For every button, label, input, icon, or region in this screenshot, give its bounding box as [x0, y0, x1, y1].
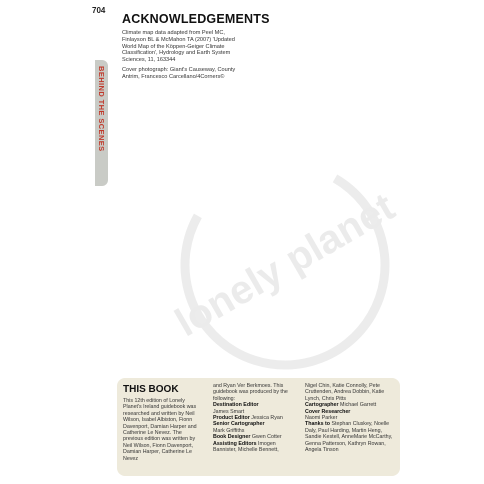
- this-book-intro-continued: and Ryan Ver Berkmoes. This guidebook was produced by the following:: [213, 383, 288, 402]
- assisting-editors-part1: Imogen Bannister, Michelle Bennett,: [213, 440, 279, 454]
- climate-map-credit: Climate map data adapted from Peel MC, Finlayson BL & McMahon TA (2007) 'Updated World Map of the Köppen-Geiger Climate Classification', Hydrology and Earth System Sciences, 11, 163344: [122, 30, 235, 64]
- section-side-tab: [95, 60, 108, 186]
- book-designer-label: Book Designer: [213, 434, 251, 441]
- side-tab-label: BEHIND THE SCENES: [97, 66, 106, 152]
- destination-editor-label: Destination Editor: [213, 402, 259, 409]
- acknowledgements-title: ACKNOWLEDGEMENTS: [122, 12, 270, 26]
- cover-researcher-label: Cover Researcher: [305, 408, 351, 415]
- cartographer-label: Cartographer: [305, 402, 339, 409]
- cover-photo-credit: Cover photograph: Giant's Causeway, County Antrim, Francesco Carcellano/4Corners©: [122, 66, 236, 80]
- this-book-title: THIS BOOK: [123, 384, 179, 395]
- this-book-column-1: [123, 398, 203, 462]
- cover-researcher: Naomi Parker: [305, 415, 338, 422]
- thanks-list: Stephan Cluskey, Noelle Daly, Paul Harding, Martin Heng, Sandie Kestell, AnneMarie McCarthy, Genna Patterson, Kathryn Rowan, Angela Tinson: [305, 421, 393, 454]
- senior-cartographer-label: Senior Cartographer: [213, 421, 265, 428]
- acknowledgements-body: [122, 30, 240, 84]
- senior-cartographer: Mark Griffiths: [213, 427, 245, 434]
- product-editor: Jessica Ryan: [251, 415, 283, 422]
- thanks-label: Thanks to: [305, 421, 331, 428]
- destination-editor: James Smart: [213, 408, 245, 415]
- this-book-column-3: [305, 383, 395, 453]
- cartographer: Michael Garrett: [340, 402, 377, 409]
- product-editor-label: Product Editor: [213, 415, 250, 422]
- page-number: 704: [92, 6, 106, 15]
- watermark-text: lonely planet: [168, 184, 402, 346]
- this-book-box: [117, 378, 400, 476]
- assisting-editors-label: Assisting Editors: [213, 440, 257, 447]
- assisting-editors-part2: Nigel Chin, Katie Connolly, Pete Cruttenden, Andrea Dobbin, Katie Lynch, Chris Pitts: [305, 383, 385, 402]
- book-designer: Gwen Cotter: [251, 434, 282, 441]
- lonely-planet-watermark: [150, 150, 420, 380]
- this-book-intro: This 12th edition of Lonely Planet's Ireland guidebook was researched and written by Neil Wilson, Isabel Albiston, Fionn Davenport, Damian Harper and Catherine Le Nevez. The previous edition was written by Neil Wilson, Fionn Davenport, Damian Harper, Catherine Le Nevez: [123, 398, 197, 462]
- this-book-column-2: [213, 383, 297, 453]
